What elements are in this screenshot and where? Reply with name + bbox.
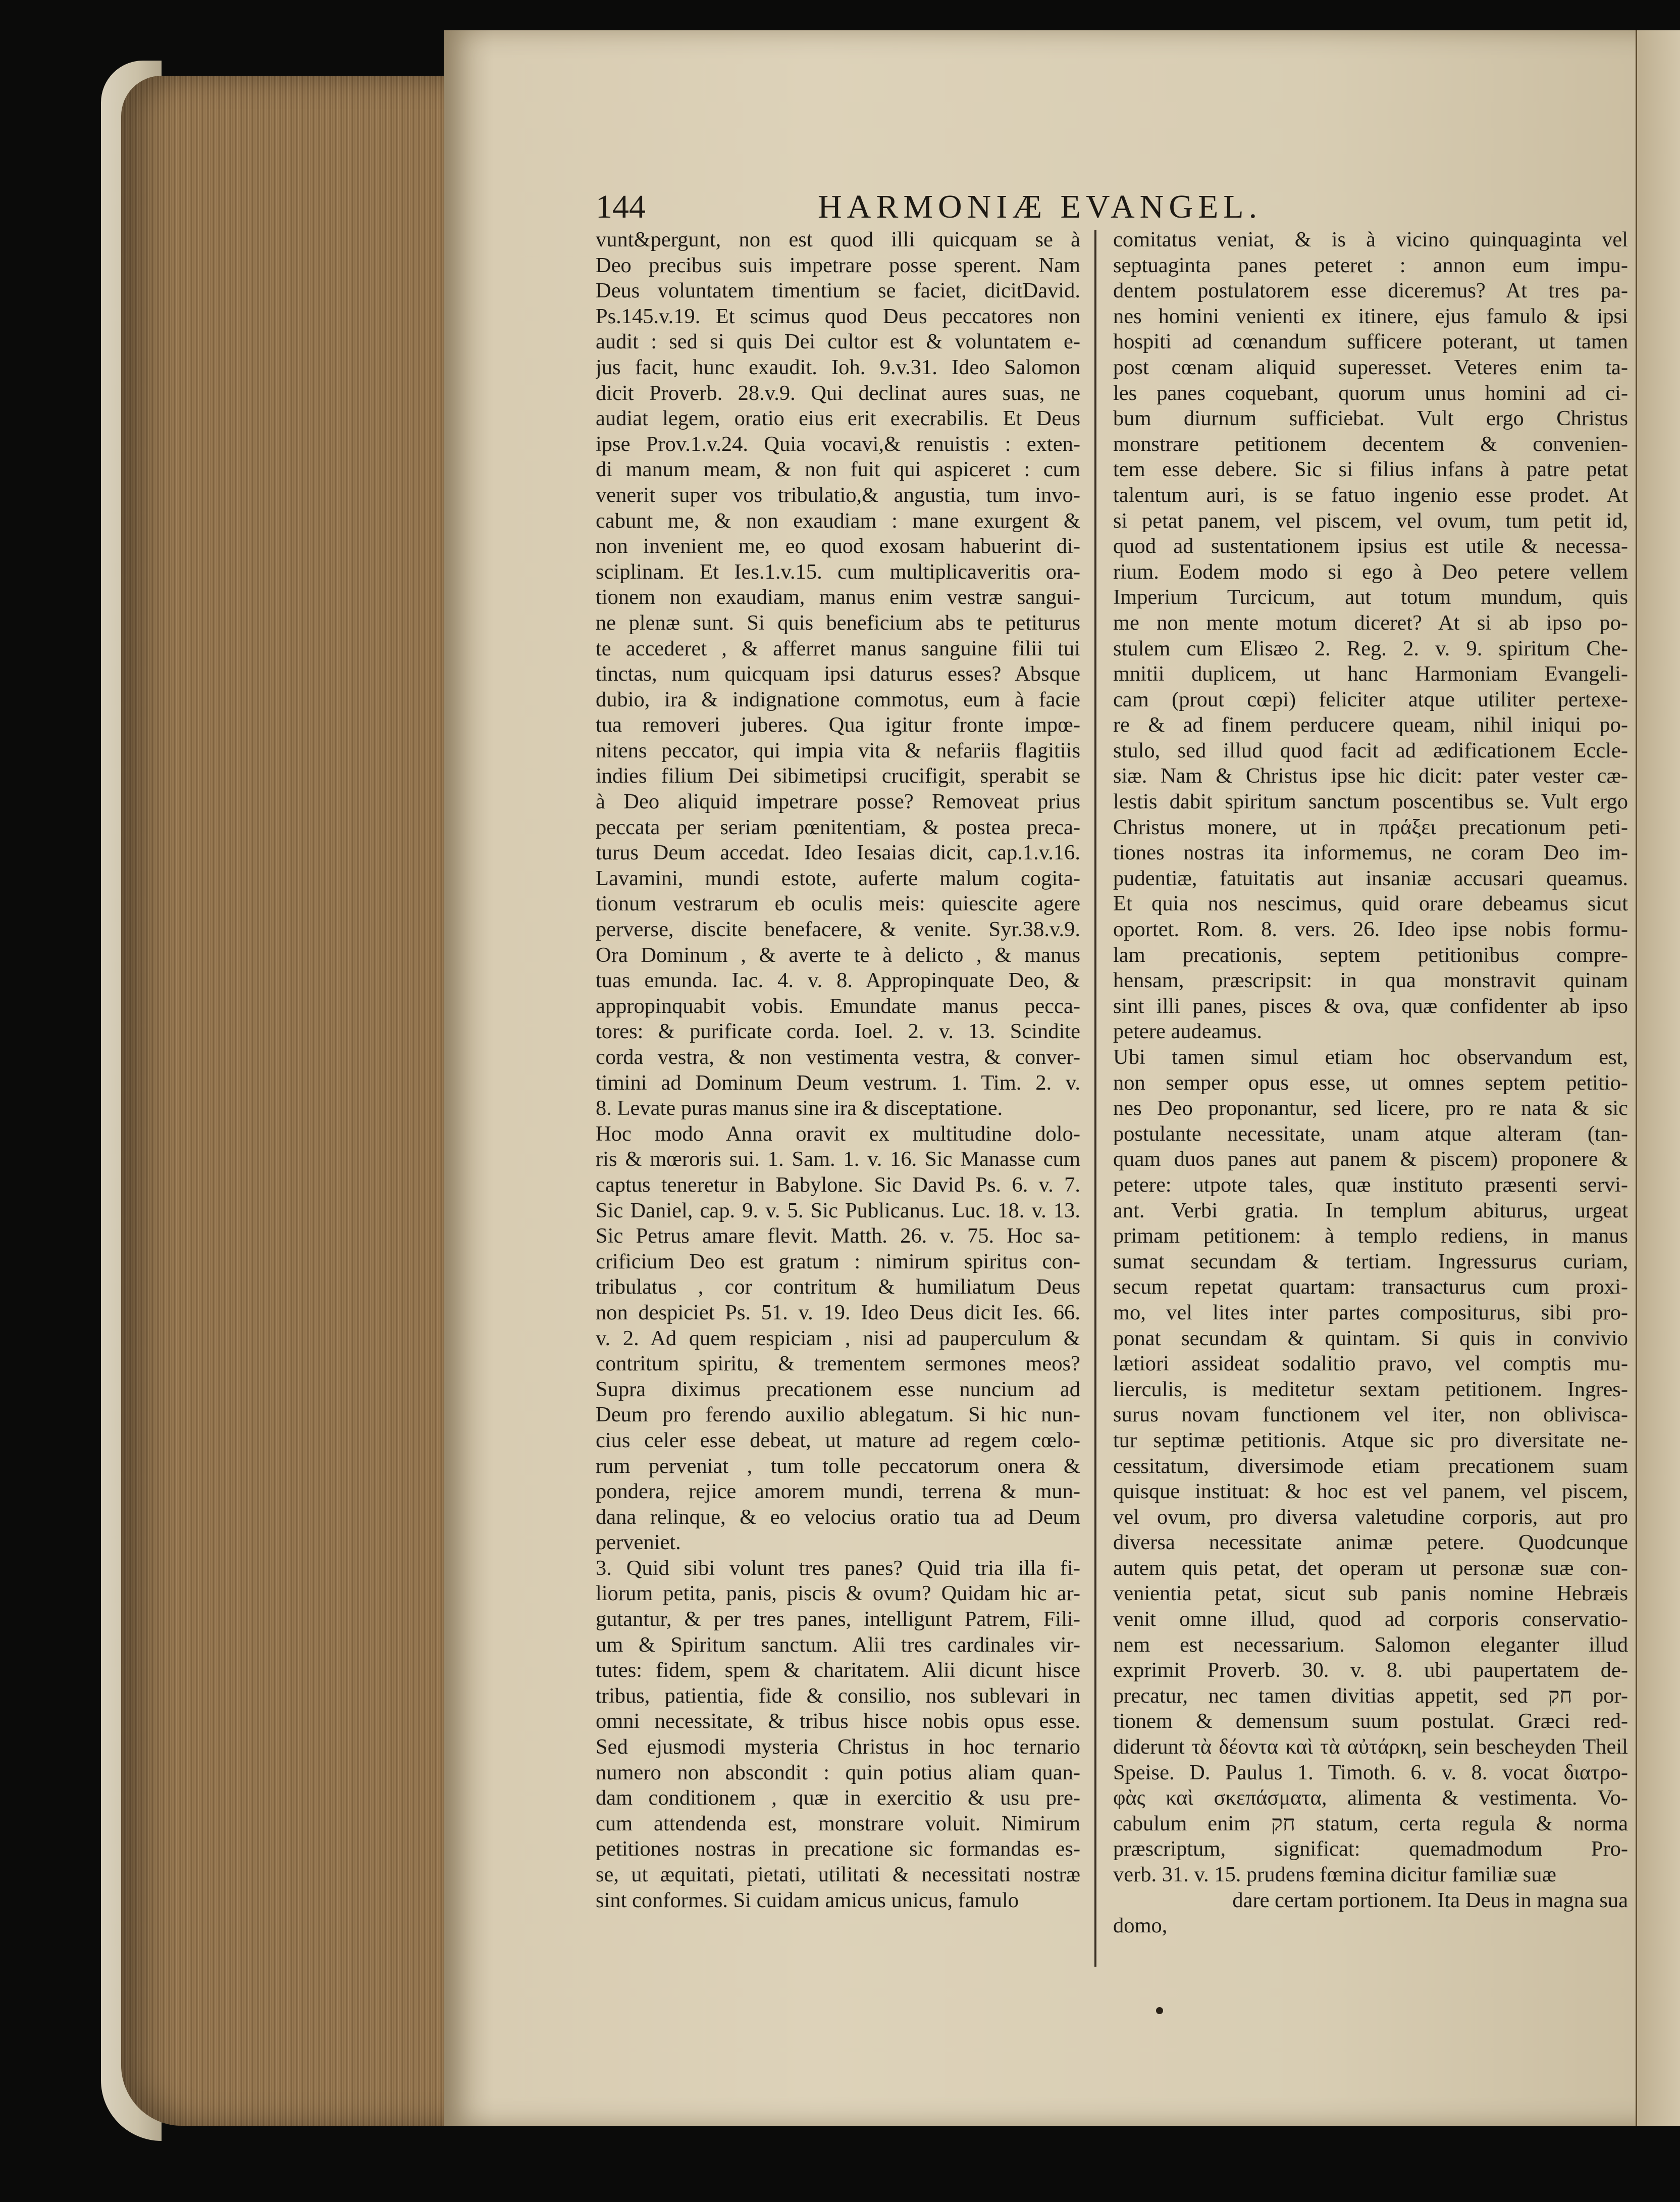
text-line: se, ut æquitati, pietati, utilitati & necessitati nostræ (596, 1863, 1080, 1886)
text-line: autem quis petat, det operam ut personæ suæ con- (1113, 1556, 1628, 1580)
text-line: domo, (1113, 1914, 1168, 1938)
text-line: stulo, sed illud quod facit ad ædificationem Eccle- (1113, 738, 1628, 762)
text-line: bum diurnum sufficiebat. Vult ergo Christus (1113, 406, 1628, 431)
text-line: à Deo aliquid impetrare posse? Removeat prius (596, 790, 1080, 814)
text-line: pudentiæ, fatuitatis aut insaniæ accusari queamus. (1113, 866, 1628, 890)
text-line: Deo precibus suis impetrare posse sperent. Nam (596, 253, 1080, 277)
text-line: cam (prout cœpi) feliciter atque utiliter pertexe- (1113, 687, 1628, 711)
text-line: lam precationis, septem petitionibus compre- (1113, 943, 1628, 967)
text-line: sciplinam. Et Ies.1.v.15. cum multiplicaveritis ora- (596, 559, 1080, 584)
text-line: vunt&pergunt, non est quod illi quicquam se à (596, 228, 1080, 251)
text-line: 3. Quid sibi volunt tres panes? Quid tria illa fi- (596, 1556, 1080, 1580)
text-line: te accederet , & afferret manus sanguine filii tui (596, 636, 1080, 660)
text-line: dare certam portionem. Ita Deus in magna sua (1232, 1888, 1628, 1912)
text-line: ipse Prov.1.v.24. Quia vocavi,& renuistis : exten- (596, 432, 1080, 456)
text-line: dana relinque, & eo velocius oratio tua ad Deum (596, 1505, 1080, 1529)
ink-spot (1156, 2007, 1163, 2014)
text-line: dentem postulatorem esse diceremus? At tres pa- (1113, 279, 1628, 303)
text-line: secum repetat quartam: transacturus cum proxi- (1113, 1275, 1628, 1299)
text-line: tutes: fidem, spem & charitatem. Alii dicunt hisce (596, 1658, 1080, 1682)
text-line: diversa necessitate animæ petere. Quodcunque (1113, 1530, 1628, 1555)
text-line: quod ad sustentationem ipsius est utile & necessa- (1113, 534, 1628, 558)
text-line: nes homini venienti ex itinere, ejus famulo & ipsi (1113, 304, 1628, 328)
text-line: numero non abscondit : quin potius aliam quan- (596, 1760, 1080, 1784)
text-line: timini ad Dominum Deum vestrum. 1. Tim. 2. v. (596, 1070, 1080, 1095)
text-line: sint illi panes, pisces & ova, quæ confidenter ab ipso (1113, 994, 1628, 1018)
text-line: um & Spiritum sanctum. Alii tres cardinales vir- (596, 1632, 1080, 1657)
text-line: perveniet. (596, 1530, 681, 1555)
text-line: venerit super vos tribulatio,& angustia, tum invo- (596, 483, 1080, 507)
text-line: audit : sed si quis Dei cultor est & voluntatem e- (596, 330, 1080, 354)
text-line: cabulum enim חק statum, certa regula & norma (1113, 1811, 1628, 1835)
text-line: lætiori assideat sodalitio pravo, vel comptis mu- (1113, 1352, 1628, 1376)
text-line: Supra diximus precationem esse nuncium ad (596, 1377, 1080, 1401)
text-line: perverse, discite benefacere, & venite. Syr.38.v.9. (596, 917, 1080, 942)
text-line: Et quia nos nescimus, quid orare debeamus sicut (1113, 892, 1628, 916)
text-line: stulem cum Elisæo 2. Reg. 2. v. 9. spiritum Che- (1113, 636, 1628, 660)
text-line: peccata per seriam pœnitentiam, & postea preca- (596, 815, 1080, 839)
text-line: cum attendenda est, monstrare voluit. Nimirum (596, 1811, 1080, 1835)
text-line: Sed ejusmodi mysteria Christus in hoc ternario (596, 1735, 1080, 1759)
text-line: Ubi tamen simul etiam hoc observandum est, (1113, 1045, 1628, 1069)
text-line: cessitatum, diversimode etiam precationem suam (1113, 1454, 1628, 1478)
facing-page-edge (1636, 30, 1680, 2126)
text-line: lierculis, is meditetur sextam petitionem. Ingres- (1113, 1377, 1628, 1401)
text-line: si petat panem, vel piscem, vel ovum, tum petit id, (1113, 508, 1628, 533)
text-column-right (1113, 227, 1628, 1939)
text-line: non semper opus esse, ut omnes septem petitio- (1113, 1070, 1628, 1095)
text-line: cius celer esse debeat, ut mature ad regem cœlo- (596, 1428, 1080, 1452)
text-line: siæ. Nam & Christus ipse hic dicit: pater vester cæ- (1113, 764, 1628, 788)
text-line: præscriptum, significat: quemadmodum Pro- (1113, 1837, 1628, 1861)
text-line: tribulatus , cor contritum & humiliatum Deus (596, 1275, 1080, 1299)
text-line: appropinquabit vobis. Emundate manus pecca- (596, 994, 1080, 1018)
text-line: audiat legem, oratio eius erit execrabilis. Et Deus (596, 406, 1080, 431)
text-line: Ora Dominum , & averte te à delicto , & manus (596, 943, 1080, 967)
text-line: 8. Levate puras manus sine ira & disceptatione. (596, 1096, 1003, 1120)
text-line: petere: utpote tales, quæ instituto præsenti servi- (1113, 1172, 1628, 1197)
text-column-left (596, 227, 1080, 1913)
text-line: talentum auri, is se fatuo ingenio esse prodet. At (1113, 483, 1628, 507)
text-line: dam conditionem , quæ in exercitio & usu pre- (596, 1786, 1080, 1810)
text-line: postulante necessitate, unam atque alteram (tan- (1113, 1121, 1628, 1146)
text-line: oportet. Rom. 8. vers. 26. Ideo ipse nobis formu- (1113, 917, 1628, 942)
text-line: exprimit Proverb. 30. v. 8. ubi paupertatem de- (1113, 1658, 1628, 1682)
text-line: dicit Proverb. 28.v.9. Qui declinat aures suas, ne (596, 381, 1080, 405)
text-line: re & ad finem perducere queam, nihil iniqui po- (1113, 713, 1628, 737)
text-line: nitens peccator, qui impia vita & nefariis flagitiis (596, 738, 1080, 762)
text-line: Deum pro ferendo auxilio ablegatum. Si hic nun- (596, 1403, 1080, 1427)
text-line: venientia petat, sicut sub panis nomine Hebræis (1113, 1581, 1628, 1606)
text-line: les panes coquebant, quorum unus homini ad ci- (1113, 381, 1628, 405)
text-line: crificium Deo est gratum : nimirum spiritus con- (596, 1249, 1080, 1273)
text-line: diderunt τὰ δέοντα καὶ τὰ αὐτάρκη, sein bescheyden Theil (1113, 1735, 1628, 1759)
text-line: pondera, rejice amorem mundi, terrena & mun- (596, 1479, 1080, 1504)
text-line: hensam, præscripsit: in qua monstravit quinam (1113, 968, 1628, 993)
text-line: Lavamini, mundi estote, auferte malum cogita- (596, 866, 1080, 890)
text-line: Deus voluntatem timentium se faciet, dicitDavid. (596, 279, 1080, 303)
text-line: Hoc modo Anna oravit ex multitudine dolo- (596, 1121, 1080, 1146)
text-line: indies filium Dei sibimetipsi crucifigit, sperabit se (596, 764, 1080, 788)
text-line: rum perveniat , tum tolle peccatorum onera & (596, 1454, 1080, 1478)
page-number: 144 (596, 188, 646, 225)
text-line: hospiti ad cœnandum sufficere poterant, ut tamen (1113, 330, 1628, 354)
column-divider (1094, 230, 1096, 1967)
text-line: non invenient me, eo quod exosam habuerint di- (596, 534, 1080, 558)
text-line: contritum spiritu, & trementem sermones meos? (596, 1352, 1080, 1376)
text-line: lestis dabit spiritum sanctum poscentibus se. Vult ergo (1113, 790, 1628, 814)
text-line: jus facit, hunc exaudit. Ioh. 9.v.31. Ideo Salomon (596, 355, 1080, 379)
text-line: venit omne illud, quod ad corporis conservatio- (1113, 1607, 1628, 1631)
text-line: tinctas, num quicquam ipsi daturus esses? Absque (596, 662, 1080, 686)
text-line: nes Deo proponantur, sed licere, pro re nata & sic (1113, 1096, 1628, 1120)
text-line: di manum meam, & non fuit qui aspiceret : cum (596, 457, 1080, 482)
text-line: me non mente motum diceret? At si ab ipso po- (1113, 610, 1628, 635)
text-line: tiones nostras ita informemus, ne coram Deo im- (1113, 841, 1628, 865)
text-line: sint conformes. Si cuidam amicus unicus, famulo (596, 1888, 1019, 1912)
text-line: comitatus veniat, & is à vicino quinquaginta vel (1113, 228, 1628, 251)
text-line: monstrare petitionem decentem & convenien- (1113, 432, 1628, 456)
text-line: post cœnam aliquid superesset. Veteres enim ta- (1113, 355, 1628, 379)
text-line: gutantur, & per tres panes, intelligunt Patrem, Fili- (596, 1607, 1080, 1631)
text-line: nem est necessarium. Salomon eleganter illud (1113, 1632, 1628, 1657)
text-line: tores: & purificate corda. Ioel. 2. v. 13. Scindite (596, 1019, 1080, 1044)
text-line: corda vestra, & non vestimenta vestra, & conver- (596, 1045, 1080, 1069)
text-line: Ps.145.v.19. Et scimus quod Deus peccatores non (596, 304, 1080, 328)
text-line: liorum petita, panis, piscis & ovum? Quidam hic ar- (596, 1581, 1080, 1606)
text-line: v. 2. Ad quem respiciam , nisi ad pauperculum & (596, 1326, 1080, 1350)
text-line: mo, vel lites inter partes compositurus, sibi pro- (1113, 1300, 1628, 1324)
text-line: Speise. D. Paulus 1. Timoth. 6. v. 8. vocat διατρο- (1113, 1760, 1628, 1784)
text-line: primam petitionem: à templo rediens, in manus (1113, 1224, 1628, 1248)
text-line: ne plenæ sunt. Si quis beneficium abs te petiturus (596, 610, 1080, 635)
text-line: φὰς καὶ σκεπάσματα, alimenta & vestimenta. Vo- (1113, 1786, 1628, 1810)
text-line: quam duos panes aut panem & piscem) proponere & (1113, 1147, 1628, 1171)
text-line: omni necessitate, & tribus hisce nobis opus esse. (596, 1709, 1080, 1733)
text-line: tionem non exaudiam, manus enim vestræ sangui- (596, 585, 1080, 609)
text-line: ant. Verbi gratia. In templum abiturus, urgeat (1113, 1198, 1628, 1222)
text-line: non despiciet Ps. 51. v. 19. Ideo Deus dicit Ies. 66. (596, 1300, 1080, 1324)
text-line: precatur, nec tamen divitias appetit, sed חק por- (1113, 1683, 1628, 1708)
text-line: petere audeamus. (1113, 1019, 1262, 1044)
text-line: sumat secundam & tertiam. Ingressurus curiam, (1113, 1249, 1628, 1273)
text-line: dubio, ira & indignatione commotus, eum à facie (596, 687, 1080, 711)
book-page-edges (121, 76, 464, 2126)
text-line: tem esse debere. Sic si filius infans à patre petat (1113, 457, 1628, 482)
text-line: verb. 31. v. 15. prudens fœmina dicitur familiæ suæ (1113, 1863, 1556, 1886)
running-title: HARMONIÆ EVANGEL. (818, 188, 1263, 225)
text-line: tur septimæ petitionis. Atque sic pro diversitate ne- (1113, 1428, 1628, 1452)
text-line: Christus monere, ut in πράξει precationum peti- (1113, 815, 1628, 839)
text-line: tua removeri juberes. Qua igitur fronte impœ- (596, 713, 1080, 737)
text-line: vel ovum, pro diversa valetudine corporis, aut pro (1113, 1505, 1628, 1529)
page-header (596, 188, 1464, 228)
text-line: cabunt me, & non exaudiam : mane exurgent & (596, 508, 1080, 533)
text-line: turus Deum accedat. Ideo Iesaias dicit, cap.1.v.16. (596, 841, 1080, 865)
text-line: tionem & demensum suum postulat. Græci red- (1113, 1709, 1628, 1733)
text-line: Sic Daniel, cap. 9. v. 5. Sic Publicanus. Luc. 18. v. 13. (596, 1198, 1080, 1222)
text-line: ponat secundam & quintam. Si quis in convivio (1113, 1326, 1628, 1350)
text-line: surus novam functionem vel iter, non oblivisca- (1113, 1403, 1628, 1427)
text-line: mnitii duplicem, ut hanc Harmoniam Evangeli- (1113, 662, 1628, 686)
text-line: tionum vestrarum eb oculis meis: quiescite agere (596, 892, 1080, 916)
text-line: Sic Petrus amare flevit. Matth. 26. v. 75. Hoc sa- (596, 1224, 1080, 1248)
text-line: tuas emunda. Iac. 4. v. 8. Appropinquate Deo, & (596, 968, 1080, 993)
text-line: captus teneretur in Babylone. Sic David Ps. 6. v. 7. (596, 1172, 1080, 1197)
text-line: septuaginta panes peteret : annon eum impu- (1113, 253, 1628, 277)
text-line: petitiones nostras in precatione sic formandas es- (596, 1837, 1080, 1861)
text-line: tribus, patientia, fide & consilio, nos sublevari in (596, 1683, 1080, 1708)
text-line: ris & mœroris sui. 1. Sam. 1. v. 16. Sic Manasse cum (596, 1147, 1080, 1171)
text-line: Imperium Turcicum, aut totum mundum, quis (1113, 585, 1628, 609)
text-line: rium. Eodem modo si ego à Deo petere vellem (1113, 559, 1628, 584)
text-line: quisque instituat: & hoc est vel panem, vel piscem, (1113, 1479, 1628, 1504)
